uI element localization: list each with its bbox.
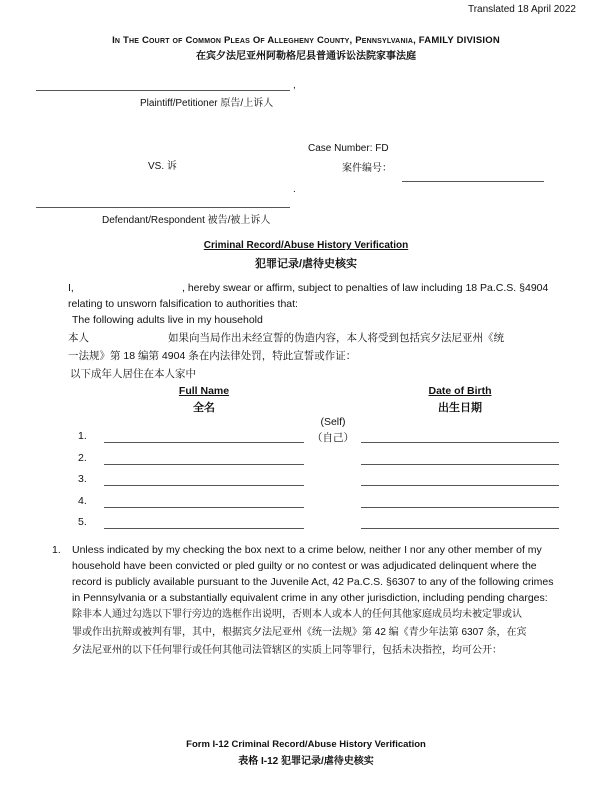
footer-chinese: 表格 I-12 犯罪记录/虐待史核实 [238, 756, 374, 767]
item1-en-line4: in Pennsylvania or a substantially equivalent crime in any other jurisdiction, including pending charges: [72, 592, 548, 604]
item1-zh-line3: 夕法尼亚州的以下任何罪行或任何其他司法管辖区的实质上同等罪行，包括未决指控，均可公开： [72, 645, 502, 656]
row-number-5: 5. [78, 516, 87, 528]
item1-zh-line2: 罪或作出抗辩或被判有罪，其中，根据宾夕法尼亚州《统一法规》第 42 编《青少年法第 6307 条，在宾 [72, 627, 527, 638]
oath-zh-line1b: 如果向当局作出未经宣誓的伪造内容，本人将受到包括宾夕法尼亚州《统 [168, 332, 504, 344]
row-number-3: 3. [78, 473, 87, 485]
plaintiff-comma: , [293, 80, 296, 91]
plaintiff-label: Plaintiff/Petitioner 原告/上诉人 [140, 98, 274, 109]
form-title-chinese: 犯罪记录/虐待史核实 [254, 258, 358, 270]
court-heading-chinese: 在宾夕法尼亚州阿勒格尼县普通诉讼法院家事法庭 [196, 51, 416, 62]
oath-line3: The following adults live in my household [72, 314, 263, 326]
item1-en-line3: record is publicly available pursuant to the Juvenile Act, 42 Pa.C.S. §6307 to any of the following crimes [72, 576, 554, 588]
oath-zh-line3: 以下成年人居住在本人家中 [70, 368, 196, 380]
item1-zh-line1: 除非本人通过勾选以下罪行旁边的选框作出说明，否则本人或本人的任何其他家庭成员均未被定罪或认 [72, 609, 522, 620]
vs-label: VS. 诉 [148, 161, 177, 172]
dob-header-zh: 出生日期 [438, 402, 482, 414]
full-name-field-1[interactable] [104, 442, 304, 443]
case-number-field[interactable] [402, 181, 544, 182]
full-name-field-5[interactable] [104, 528, 304, 529]
item1-en-line2: household have been convicted or pled guilty or no contest or was adjudicated delinquent where the [72, 560, 537, 572]
translated-date: Translated 18 April 2022 [467, 4, 576, 15]
dob-field-1[interactable] [361, 442, 559, 443]
oath-zh-line1a: 本人 [68, 332, 89, 344]
row-number-4: 4. [78, 495, 87, 507]
oath-i-label: I, [68, 282, 74, 294]
full-name-header: Full Name [178, 385, 230, 397]
oath-zh-line2: 一法规》第 18 编第 4904 条在内法律处罚，特此宣誓或作证： [68, 350, 357, 362]
defendant-label: Defendant/Respondent 被告/被上诉人 [102, 215, 271, 226]
case-number-label-zh: 案件编号： [342, 163, 392, 174]
dob-field-5[interactable] [361, 528, 559, 529]
dob-field-4[interactable] [361, 507, 559, 508]
form-title-english: Criminal Record/Abuse History Verification [203, 240, 409, 251]
row-number-1: 1. [78, 430, 87, 442]
footer-english: Form I-12 Criminal Record/Abuse History Verification [186, 739, 426, 750]
full-name-header-zh: 全名 [193, 402, 215, 414]
oath-line2: relating to unsworn falsification to authorities that: [68, 298, 298, 310]
dob-field-2[interactable] [361, 464, 559, 465]
dob-field-3[interactable] [361, 485, 559, 486]
item1-en-line1: Unless indicated by my checking the box next to a crime below, neither I nor any other member of my [72, 544, 542, 556]
full-name-field-2[interactable] [104, 464, 304, 465]
self-label: (Self) [320, 416, 346, 428]
full-name-field-3[interactable] [104, 485, 304, 486]
oath-line1: , hereby swear or affirm, subject to penalties of law including 18 Pa.C.S. §4904 [182, 282, 549, 294]
defendant-period: . [293, 184, 296, 195]
self-label-zh: （自己） [312, 432, 354, 444]
case-number-label: Case Number: FD [308, 143, 389, 154]
item1-number: 1. [52, 544, 61, 556]
plaintiff-name-field[interactable] [36, 90, 290, 91]
row-number-2: 2. [78, 452, 87, 464]
full-name-field-4[interactable] [104, 507, 304, 508]
defendant-name-field[interactable] [36, 207, 290, 208]
dob-header: Date of Birth [428, 385, 492, 397]
court-heading-english: In The Court of Common Pleas Of Allegheny County, Pennsylvania, FAMILY DIVISION [112, 35, 500, 46]
